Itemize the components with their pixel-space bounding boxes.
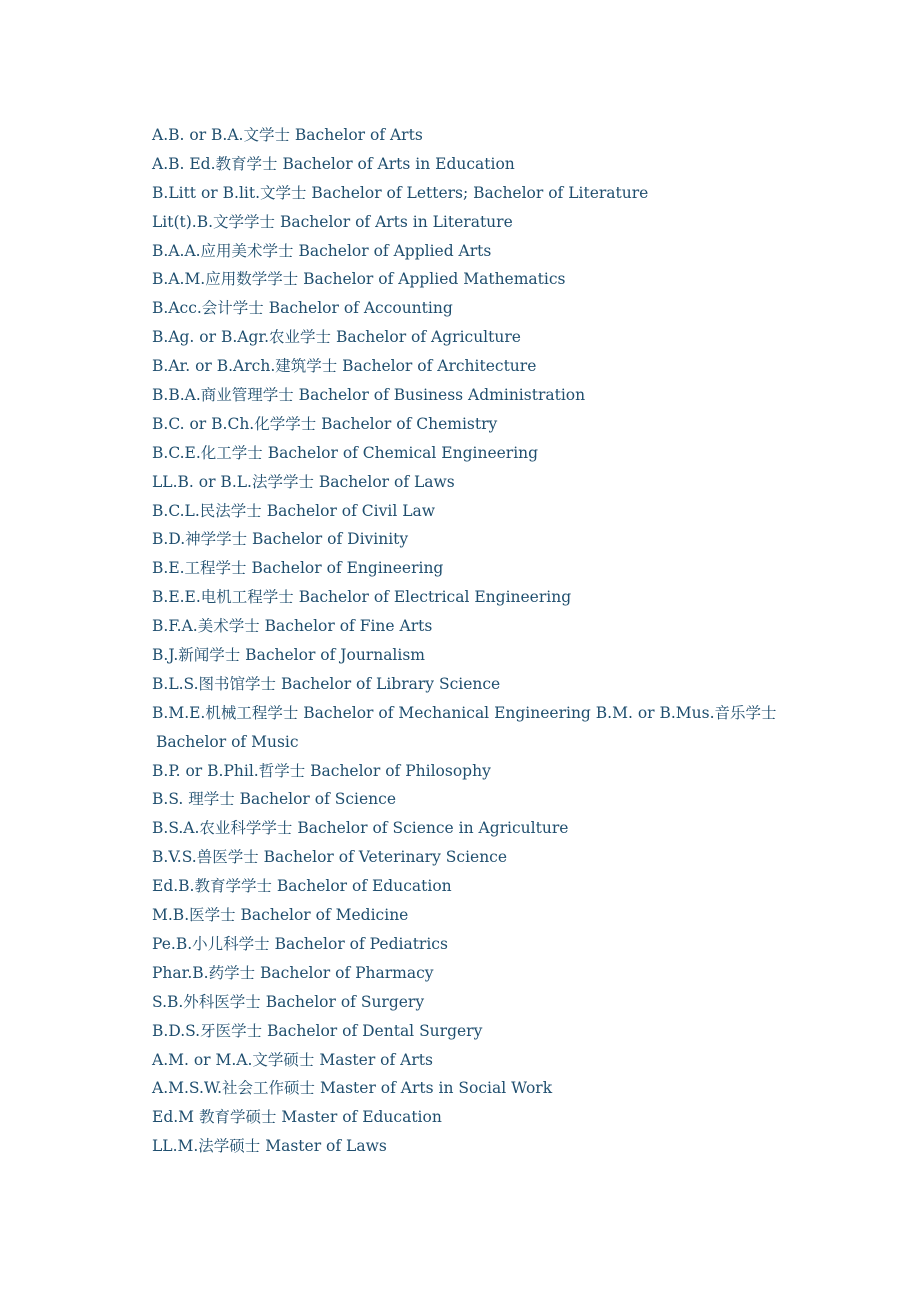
list-item: A.B. Ed.教育学士 Bachelor of Arts in Education <box>152 154 515 173</box>
list-item: A.M.S.W.社会工作硕士 Master of Arts in Social Work <box>152 1079 553 1098</box>
list-item: B.P. or B.Phil.哲学士 Bachelor of Philosophy <box>152 761 491 780</box>
list-item: B.E.E.电机工程学士 Bachelor of Electrical Engineering <box>152 588 572 607</box>
list-item: LL.B. or B.L.法学学士 Bachelor of Laws <box>152 472 455 491</box>
list-item: B.C. or B.Ch.化学学士 Bachelor of Chemistry <box>152 414 498 433</box>
list-item: B.M.E.机械工程学士 Bachelor of Mechanical Engineering B.M. or B.Mus.音乐学士 <box>152 703 777 722</box>
list-item-continuation: Bachelor of Music <box>156 732 299 751</box>
list-item: S.B.外科医学士 Bachelor of Surgery <box>152 992 425 1011</box>
list-item: B.Ag. or B.Agr.农业学士 Bachelor of Agriculture <box>152 328 521 347</box>
list-item: Ed.M 教育学硕士 Master of Education <box>152 1108 442 1127</box>
list-item: M.B.医学士 Bachelor of Medicine <box>152 906 409 925</box>
list-item: Phar.B.药学士 Bachelor of Pharmacy <box>152 963 434 982</box>
list-item: LL.M.法学硕士 Master of Laws <box>152 1137 387 1156</box>
list-item: B.C.L.民法学士 Bachelor of Civil Law <box>152 501 436 520</box>
list-item: B.S. 理学士 Bachelor of Science <box>152 790 397 809</box>
list-item: B.B.A.商业管理学士 Bachelor of Business Administration <box>152 386 586 405</box>
list-item: B.F.A.美术学士 Bachelor of Fine Arts <box>152 617 433 636</box>
list-item: Pe.B.小儿科学士 Bachelor of Pediatrics <box>152 934 448 953</box>
list-item: B.D.神学学士 Bachelor of Divinity <box>152 530 409 549</box>
list-item: Lit(t).B.文学学士 Bachelor of Arts in Literature <box>152 212 513 231</box>
list-item: Ed.B.教育学学士 Bachelor of Education <box>152 877 452 896</box>
list-item: B.V.S.兽医学士 Bachelor of Veterinary Science <box>152 848 508 867</box>
list-item: A.B. or B.A.文学士 Bachelor of Arts <box>152 126 423 144</box>
list-item: B.D.S.牙医学士 Bachelor of Dental Surgery <box>152 1021 483 1040</box>
list-item: B.E.工程学士 Bachelor of Engineering <box>152 559 444 578</box>
list-item: B.A.M.应用数学学士 Bachelor of Applied Mathematics <box>152 270 566 289</box>
degree-abbreviation-list <box>152 121 792 1161</box>
list-item: B.Ar. or B.Arch.建筑学士 Bachelor of Architecture <box>152 357 537 376</box>
list-item: B.S.A.农业科学学士 Bachelor of Science in Agriculture <box>152 819 569 838</box>
list-item: B.L.S.图书馆学士 Bachelor of Library Science <box>152 674 501 693</box>
list-item: B.J.新闻学士 Bachelor of Journalism <box>152 646 425 665</box>
list-item: B.C.E.化工学士 Bachelor of Chemical Engineering <box>152 443 539 462</box>
list-item: B.Acc.会计学士 Bachelor of Accounting <box>152 299 453 318</box>
list-item: B.A.A.应用美术学士 Bachelor of Applied Arts <box>152 241 492 260</box>
list-item: B.Litt or B.lit.文学士 Bachelor of Letters; Bachelor of Literature <box>152 183 649 202</box>
list-item: A.M. or M.A.文学硕士 Master of Arts <box>152 1050 433 1069</box>
